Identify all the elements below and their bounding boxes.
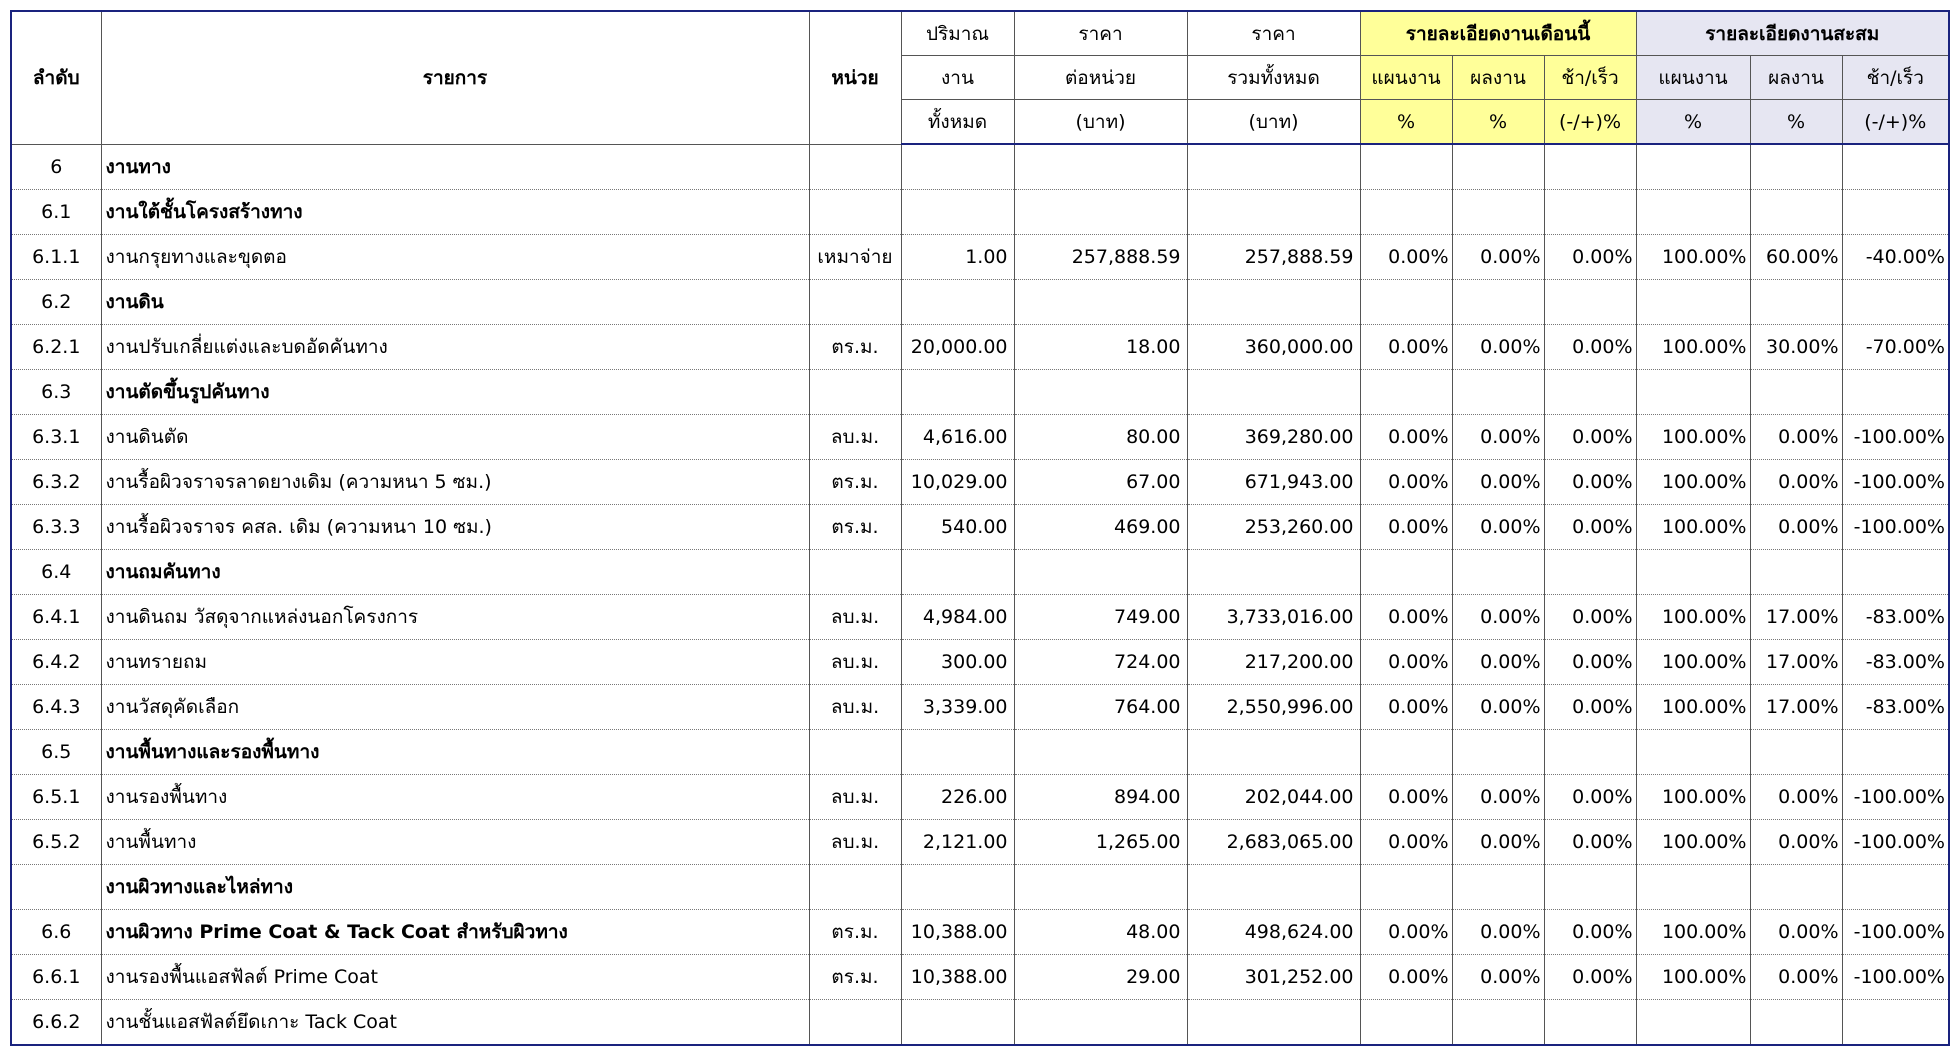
row-month-plan: 0.00%: [1360, 595, 1452, 640]
header-unit-price-line2: ต่อหน่วย: [1014, 56, 1187, 100]
row-unit: ลบ.ม.: [809, 595, 901, 640]
header-group-cumulative: รายละเอียดงานสะสม: [1636, 11, 1949, 56]
row-unit-price: [1014, 370, 1187, 415]
row-item-name: งานดินถม วัสดุจากแหล่งนอกโครงการ: [101, 595, 809, 640]
row-cumulative-diff: -100.00%: [1842, 955, 1949, 1000]
row-month-diff: 0.00%: [1544, 415, 1636, 460]
table-row: [11, 730, 1949, 775]
row-cumulative-diff: -70.00%: [1842, 325, 1949, 370]
row-unit: ลบ.ม.: [809, 415, 901, 460]
row-month-diff: 0.00%: [1544, 685, 1636, 730]
row-cumulative-diff: [1842, 550, 1949, 595]
row-unit: ลบ.ม.: [809, 820, 901, 865]
row-cumulative-result: 60.00%: [1750, 235, 1842, 280]
row-unit-price: 764.00: [1014, 685, 1187, 730]
row-unit-price: 894.00: [1014, 775, 1187, 820]
row-total-price: [1187, 280, 1360, 325]
row-month-diff: 0.00%: [1544, 640, 1636, 685]
row-month-plan: 0.00%: [1360, 325, 1452, 370]
row-quantity: 2,121.00: [901, 820, 1014, 865]
row-cumulative-plan: [1636, 865, 1750, 910]
row-unit: [809, 730, 901, 775]
row-cumulative-plan: [1636, 144, 1750, 190]
row-unit: [809, 190, 901, 235]
row-month-plan: [1360, 730, 1452, 775]
row-unit: [809, 280, 901, 325]
header-item: รายการ: [101, 11, 809, 144]
table-row: [11, 955, 1949, 1000]
row-unit-price: [1014, 550, 1187, 595]
row-cumulative-result: [1750, 865, 1842, 910]
row-item-name: งานดิน: [101, 280, 809, 325]
header-unit-price-line3: (บาท): [1014, 100, 1187, 145]
row-total-price: [1187, 144, 1360, 190]
row-month-diff: [1544, 370, 1636, 415]
table-row: [11, 910, 1949, 955]
row-cumulative-plan: 100.00%: [1636, 640, 1750, 685]
row-cumulative-plan: 100.00%: [1636, 595, 1750, 640]
row-month-diff: [1544, 144, 1636, 190]
header-month-result: ผลงาน: [1452, 56, 1544, 100]
row-month-diff: 0.00%: [1544, 955, 1636, 1000]
row-total-price: 2,683,065.00: [1187, 820, 1360, 865]
row-item-name: งานทรายถม: [101, 640, 809, 685]
row-month-diff: 0.00%: [1544, 775, 1636, 820]
header-cum-diff-unit: (-/+)%: [1842, 100, 1949, 145]
row-quantity: 3,339.00: [901, 685, 1014, 730]
row-month-plan: 0.00%: [1360, 415, 1452, 460]
row-month-plan: 0.00%: [1360, 910, 1452, 955]
row-cumulative-result: 0.00%: [1750, 820, 1842, 865]
row-quantity: [901, 280, 1014, 325]
row-unit-price: [1014, 865, 1187, 910]
row-item-name: งานพื้นทางและรองพื้นทาง: [101, 730, 809, 775]
row-cumulative-plan: 100.00%: [1636, 955, 1750, 1000]
row-cumulative-result: 17.00%: [1750, 595, 1842, 640]
table-row: [11, 595, 1949, 640]
row-quantity: 540.00: [901, 505, 1014, 550]
row-month-result: [1452, 550, 1544, 595]
row-month-result: 0.00%: [1452, 325, 1544, 370]
row-month-result: 0.00%: [1452, 910, 1544, 955]
row-month-plan: [1360, 1000, 1452, 1046]
row-code: 6.4.2: [11, 640, 101, 685]
row-cumulative-plan: 100.00%: [1636, 460, 1750, 505]
row-month-result: [1452, 865, 1544, 910]
header-cum-plan: แผนงาน: [1636, 56, 1750, 100]
row-total-price: 253,260.00: [1187, 505, 1360, 550]
table-row: [11, 280, 1949, 325]
row-month-plan: 0.00%: [1360, 685, 1452, 730]
header-unit: หน่วย: [809, 11, 901, 144]
row-quantity: 10,388.00: [901, 955, 1014, 1000]
row-cumulative-result: [1750, 280, 1842, 325]
row-code: 6.6.1: [11, 955, 101, 1000]
row-month-plan: [1360, 190, 1452, 235]
row-code: 6.3.3: [11, 505, 101, 550]
row-item-name: งานผิวทางและไหล่ทาง: [101, 865, 809, 910]
row-code: 6.3.1: [11, 415, 101, 460]
header-month-plan-unit: %: [1360, 100, 1452, 145]
row-month-diff: [1544, 280, 1636, 325]
row-code: 6.5: [11, 730, 101, 775]
row-unit-price: [1014, 190, 1187, 235]
row-unit-price: 724.00: [1014, 640, 1187, 685]
row-quantity: [901, 865, 1014, 910]
row-cumulative-result: 17.00%: [1750, 640, 1842, 685]
row-month-result: 0.00%: [1452, 955, 1544, 1000]
row-quantity: [901, 550, 1014, 595]
table-row: [11, 235, 1949, 280]
row-code: 6.3: [11, 370, 101, 415]
row-month-result: 0.00%: [1452, 685, 1544, 730]
table-body: [11, 144, 1949, 1045]
row-unit: ลบ.ม.: [809, 640, 901, 685]
header-cum-diff: ช้า/เร็ว: [1842, 56, 1949, 100]
header-month-diff-unit: (-/+)%: [1544, 100, 1636, 145]
row-quantity: 20,000.00: [901, 325, 1014, 370]
row-cumulative-plan: 100.00%: [1636, 910, 1750, 955]
row-cumulative-result: [1750, 1000, 1842, 1046]
row-month-plan: [1360, 550, 1452, 595]
row-cumulative-result: 0.00%: [1750, 505, 1842, 550]
row-cumulative-result: 0.00%: [1750, 955, 1842, 1000]
row-month-result: [1452, 370, 1544, 415]
row-unit-price: 1,265.00: [1014, 820, 1187, 865]
row-quantity: [901, 370, 1014, 415]
row-month-result: 0.00%: [1452, 640, 1544, 685]
header-qty-line1: ปริมาณ: [901, 11, 1014, 56]
row-code: 6.4.3: [11, 685, 101, 730]
row-unit-price: 29.00: [1014, 955, 1187, 1000]
row-month-diff: 0.00%: [1544, 325, 1636, 370]
table-row: [11, 190, 1949, 235]
row-total-price: 257,888.59: [1187, 235, 1360, 280]
row-total-price: 369,280.00: [1187, 415, 1360, 460]
row-cumulative-plan: 100.00%: [1636, 235, 1750, 280]
row-item-name: งานรองพื้นแอสฟัลต์ Prime Coat: [101, 955, 809, 1000]
row-cumulative-diff: [1842, 280, 1949, 325]
row-item-name: งานถมคันทาง: [101, 550, 809, 595]
header-total-line2: รวมทั้งหมด: [1187, 56, 1360, 100]
table-row: [11, 144, 1949, 190]
row-month-result: [1452, 1000, 1544, 1046]
row-month-result: [1452, 190, 1544, 235]
row-quantity: [901, 730, 1014, 775]
header-group-month: รายละเอียดงานเดือนนี้: [1360, 11, 1636, 56]
row-unit: ตร.ม.: [809, 955, 901, 1000]
table-row: [11, 775, 1949, 820]
row-cumulative-diff: -83.00%: [1842, 685, 1949, 730]
row-cumulative-diff: -40.00%: [1842, 235, 1949, 280]
row-month-plan: 0.00%: [1360, 775, 1452, 820]
row-total-price: [1187, 865, 1360, 910]
row-code: 6: [11, 144, 101, 190]
header-month-diff: ช้า/เร็ว: [1544, 56, 1636, 100]
row-quantity: [901, 144, 1014, 190]
row-code: [11, 865, 101, 910]
row-month-result: 0.00%: [1452, 460, 1544, 505]
row-cumulative-diff: [1842, 1000, 1949, 1046]
row-total-price: 301,252.00: [1187, 955, 1360, 1000]
row-month-result: 0.00%: [1452, 415, 1544, 460]
row-quantity: 226.00: [901, 775, 1014, 820]
row-item-name: งานชั้นแอสฟัลต์ยึดเกาะ Tack Coat: [101, 1000, 809, 1046]
progress-report-sheet: [10, 10, 1948, 1046]
row-quantity: [901, 1000, 1014, 1046]
row-month-plan: 0.00%: [1360, 235, 1452, 280]
row-unit: [809, 865, 901, 910]
table-row: [11, 865, 1949, 910]
row-quantity: [901, 190, 1014, 235]
row-code: 6.6: [11, 910, 101, 955]
row-month-result: [1452, 280, 1544, 325]
row-month-result: 0.00%: [1452, 505, 1544, 550]
table-row: [11, 550, 1949, 595]
row-month-result: [1452, 144, 1544, 190]
header-no: ลำดับ: [11, 11, 101, 144]
row-cumulative-plan: [1636, 1000, 1750, 1046]
row-cumulative-diff: -100.00%: [1842, 910, 1949, 955]
row-cumulative-result: [1750, 730, 1842, 775]
row-code: 6.5.2: [11, 820, 101, 865]
row-month-plan: 0.00%: [1360, 460, 1452, 505]
header-qty-line3: ทั้งหมด: [901, 100, 1014, 145]
row-cumulative-diff: -83.00%: [1842, 595, 1949, 640]
row-item-name: งานปรับเกลี่ยแต่งและบดอัดคันทาง: [101, 325, 809, 370]
row-cumulative-plan: 100.00%: [1636, 820, 1750, 865]
row-quantity: 1.00: [901, 235, 1014, 280]
row-cumulative-result: 0.00%: [1750, 415, 1842, 460]
row-unit: ตร.ม.: [809, 910, 901, 955]
row-month-plan: [1360, 370, 1452, 415]
row-unit-price: 749.00: [1014, 595, 1187, 640]
row-month-diff: 0.00%: [1544, 820, 1636, 865]
row-cumulative-diff: -100.00%: [1842, 820, 1949, 865]
row-quantity: 300.00: [901, 640, 1014, 685]
row-total-price: 202,044.00: [1187, 775, 1360, 820]
row-quantity: 4,984.00: [901, 595, 1014, 640]
row-cumulative-diff: [1842, 370, 1949, 415]
row-total-price: [1187, 730, 1360, 775]
table-row: [11, 820, 1949, 865]
row-item-name: งานผิวทาง Prime Coat & Tack Coat สำหรับผิวทาง: [101, 910, 809, 955]
row-cumulative-result: 17.00%: [1750, 685, 1842, 730]
row-item-name: งานรื้อผิวจราจร คสล. เดิม (ความหนา 10 ซม.): [101, 505, 809, 550]
row-cumulative-result: [1750, 550, 1842, 595]
row-cumulative-diff: [1842, 144, 1949, 190]
row-unit-price: 67.00: [1014, 460, 1187, 505]
row-unit: [809, 1000, 901, 1046]
row-code: 6.4: [11, 550, 101, 595]
row-month-plan: 0.00%: [1360, 505, 1452, 550]
row-total-price: 2,550,996.00: [1187, 685, 1360, 730]
row-total-price: 3,733,016.00: [1187, 595, 1360, 640]
row-month-diff: 0.00%: [1544, 910, 1636, 955]
row-cumulative-result: 30.00%: [1750, 325, 1842, 370]
row-total-price: [1187, 370, 1360, 415]
row-quantity: 10,388.00: [901, 910, 1014, 955]
row-month-result: [1452, 730, 1544, 775]
row-month-diff: [1544, 190, 1636, 235]
table-row: [11, 325, 1949, 370]
row-cumulative-plan: 100.00%: [1636, 775, 1750, 820]
row-cumulative-diff: [1842, 190, 1949, 235]
row-month-diff: 0.00%: [1544, 595, 1636, 640]
row-unit: ตร.ม.: [809, 460, 901, 505]
row-unit: [809, 550, 901, 595]
row-total-price: 671,943.00: [1187, 460, 1360, 505]
row-cumulative-plan: 100.00%: [1636, 415, 1750, 460]
row-cumulative-plan: 100.00%: [1636, 505, 1750, 550]
row-cumulative-result: 0.00%: [1750, 775, 1842, 820]
row-month-diff: 0.00%: [1544, 505, 1636, 550]
row-month-diff: [1544, 550, 1636, 595]
row-month-plan: [1360, 865, 1452, 910]
row-cumulative-diff: -100.00%: [1842, 775, 1949, 820]
row-cumulative-plan: [1636, 280, 1750, 325]
row-total-price: 217,200.00: [1187, 640, 1360, 685]
row-month-result: 0.00%: [1452, 235, 1544, 280]
row-cumulative-result: [1750, 190, 1842, 235]
row-item-name: งานทาง: [101, 144, 809, 190]
work-progress-table: [10, 10, 1950, 1046]
row-unit-price: [1014, 144, 1187, 190]
row-month-diff: [1544, 865, 1636, 910]
header-cum-result: ผลงาน: [1750, 56, 1842, 100]
row-unit: ลบ.ม.: [809, 775, 901, 820]
row-unit-price: [1014, 730, 1187, 775]
table-row: [11, 1000, 1949, 1046]
row-code: 6.6.2: [11, 1000, 101, 1046]
row-total-price: [1187, 190, 1360, 235]
header-total-line1: ราคา: [1187, 11, 1360, 56]
row-month-plan: [1360, 144, 1452, 190]
row-cumulative-diff: [1842, 730, 1949, 775]
row-item-name: งานดินตัด: [101, 415, 809, 460]
row-code: 6.5.1: [11, 775, 101, 820]
row-code: 6.1.1: [11, 235, 101, 280]
row-code: 6.1: [11, 190, 101, 235]
row-cumulative-diff: [1842, 865, 1949, 910]
row-total-price: 498,624.00: [1187, 910, 1360, 955]
row-cumulative-plan: [1636, 190, 1750, 235]
row-code: 6.4.1: [11, 595, 101, 640]
row-quantity: 10,029.00: [901, 460, 1014, 505]
row-month-plan: 0.00%: [1360, 820, 1452, 865]
row-cumulative-result: 0.00%: [1750, 460, 1842, 505]
row-unit-price: 48.00: [1014, 910, 1187, 955]
row-cumulative-plan: [1636, 550, 1750, 595]
row-unit-price: 18.00: [1014, 325, 1187, 370]
table-row: [11, 685, 1949, 730]
row-item-name: งานใต้ชั้นโครงสร้างทาง: [101, 190, 809, 235]
header-total-line3: (บาท): [1187, 100, 1360, 145]
header-qty-line2: งาน: [901, 56, 1014, 100]
row-unit-price: [1014, 280, 1187, 325]
row-unit-price: 80.00: [1014, 415, 1187, 460]
row-cumulative-plan: 100.00%: [1636, 325, 1750, 370]
row-cumulative-diff: -100.00%: [1842, 460, 1949, 505]
header-month-plan: แผนงาน: [1360, 56, 1452, 100]
header-cum-plan-unit: %: [1636, 100, 1750, 145]
row-quantity: 4,616.00: [901, 415, 1014, 460]
row-month-result: 0.00%: [1452, 595, 1544, 640]
row-unit-price: 257,888.59: [1014, 235, 1187, 280]
row-cumulative-plan: 100.00%: [1636, 685, 1750, 730]
table-row: [11, 640, 1949, 685]
row-unit: [809, 370, 901, 415]
header-month-result-unit: %: [1452, 100, 1544, 145]
row-cumulative-plan: [1636, 370, 1750, 415]
row-unit: เหมาจ่าย: [809, 235, 901, 280]
table-row: [11, 415, 1949, 460]
row-month-plan: 0.00%: [1360, 640, 1452, 685]
row-cumulative-plan: [1636, 730, 1750, 775]
row-unit: ลบ.ม.: [809, 685, 901, 730]
row-item-name: งานรื้อผิวจราจรลาดยางเดิม (ความหนา 5 ซม.): [101, 460, 809, 505]
row-code: 6.3.2: [11, 460, 101, 505]
header-cum-result-unit: %: [1750, 100, 1842, 145]
row-unit-price: 469.00: [1014, 505, 1187, 550]
row-cumulative-result: [1750, 144, 1842, 190]
row-code: 6.2.1: [11, 325, 101, 370]
row-total-price: [1187, 550, 1360, 595]
row-month-plan: [1360, 280, 1452, 325]
row-item-name: งานวัสดุคัดเลือก: [101, 685, 809, 730]
table-row: [11, 460, 1949, 505]
row-unit: ตร.ม.: [809, 325, 901, 370]
row-item-name: งานกรุยทางและขุดตอ: [101, 235, 809, 280]
row-month-diff: [1544, 730, 1636, 775]
header-unit-price-line1: ราคา: [1014, 11, 1187, 56]
row-month-diff: 0.00%: [1544, 460, 1636, 505]
table-row: [11, 505, 1949, 550]
row-month-plan: 0.00%: [1360, 955, 1452, 1000]
table-row: [11, 370, 1949, 415]
row-cumulative-result: [1750, 370, 1842, 415]
row-month-diff: 0.00%: [1544, 235, 1636, 280]
row-cumulative-result: 0.00%: [1750, 910, 1842, 955]
row-item-name: งานรองพื้นทาง: [101, 775, 809, 820]
row-item-name: งานพื้นทาง: [101, 820, 809, 865]
row-unit-price: [1014, 1000, 1187, 1046]
row-total-price: [1187, 1000, 1360, 1046]
row-month-result: 0.00%: [1452, 775, 1544, 820]
row-code: 6.2: [11, 280, 101, 325]
row-total-price: 360,000.00: [1187, 325, 1360, 370]
row-month-diff: [1544, 1000, 1636, 1046]
row-cumulative-diff: -100.00%: [1842, 505, 1949, 550]
row-unit: ตร.ม.: [809, 505, 901, 550]
row-cumulative-diff: -83.00%: [1842, 640, 1949, 685]
table-header: [11, 11, 1949, 144]
row-cumulative-diff: -100.00%: [1842, 415, 1949, 460]
row-month-result: 0.00%: [1452, 820, 1544, 865]
row-item-name: งานตัดขึ้นรูปคันทาง: [101, 370, 809, 415]
row-unit: [809, 144, 901, 190]
